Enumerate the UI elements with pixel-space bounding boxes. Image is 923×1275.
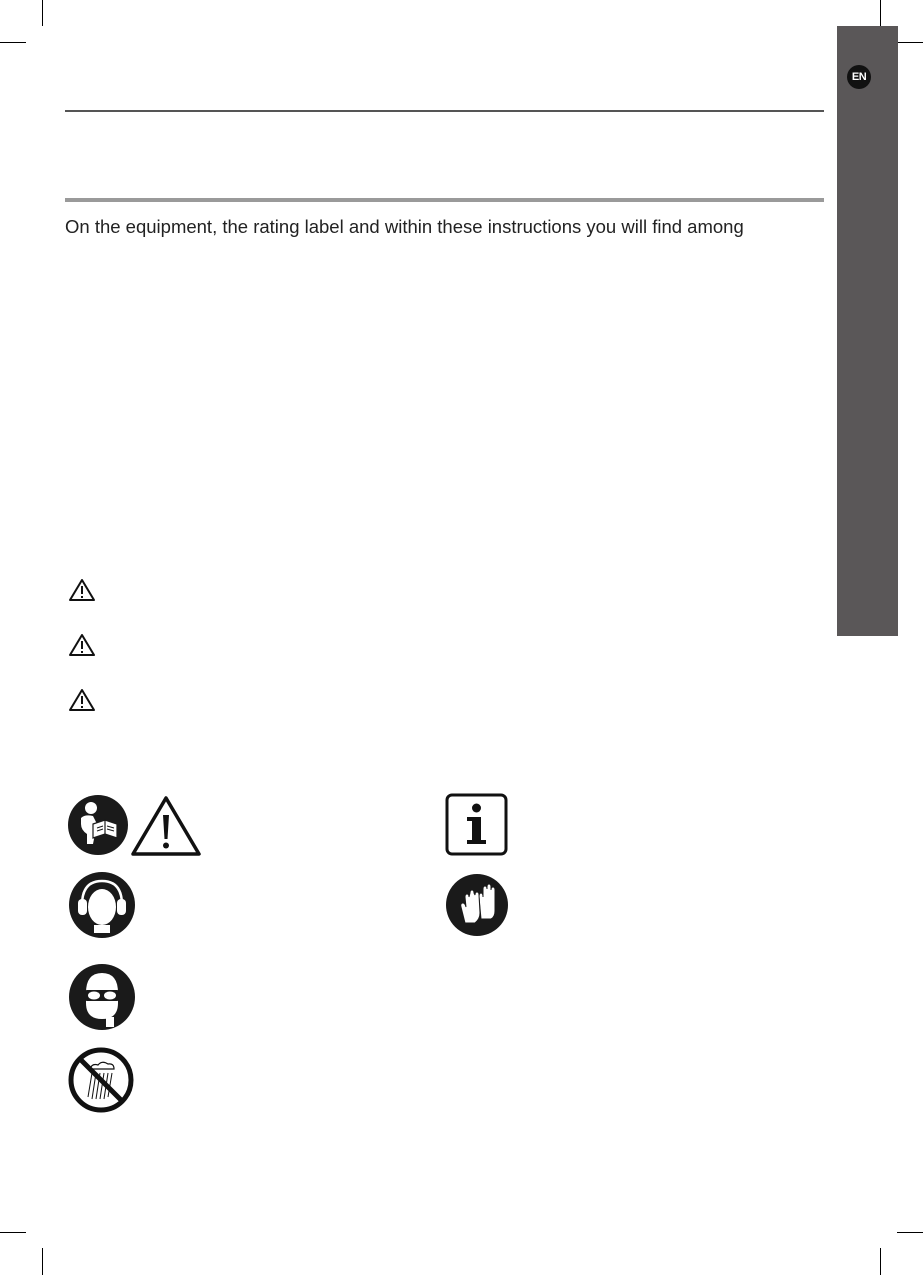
crop-mark (880, 1248, 881, 1275)
ear-protection-icon (68, 871, 136, 939)
header-rule (65, 110, 824, 112)
warning-triangle-icon (68, 688, 96, 712)
section-rule (65, 198, 824, 202)
language-side-tab (837, 26, 898, 636)
crop-mark (0, 42, 26, 43)
warning-triangle-icon (68, 578, 96, 602)
crop-mark (0, 1232, 26, 1233)
crop-mark (897, 42, 923, 43)
read-manual-icon (67, 794, 129, 856)
eye-protection-icon (68, 963, 136, 1031)
information-icon (445, 793, 508, 856)
crop-mark (897, 1232, 923, 1233)
do-not-expose-to-rain-icon (68, 1047, 134, 1113)
language-badge: EN (847, 65, 871, 89)
caution-triangle-icon (130, 795, 202, 857)
crop-mark (42, 1248, 43, 1275)
crop-mark (880, 0, 881, 26)
gloves-icon (445, 873, 509, 937)
warning-triangle-icon (68, 633, 96, 657)
intro-paragraph: On the equipment, the rating label and within these instructions you will find among (65, 216, 744, 237)
crop-mark (42, 0, 43, 26)
